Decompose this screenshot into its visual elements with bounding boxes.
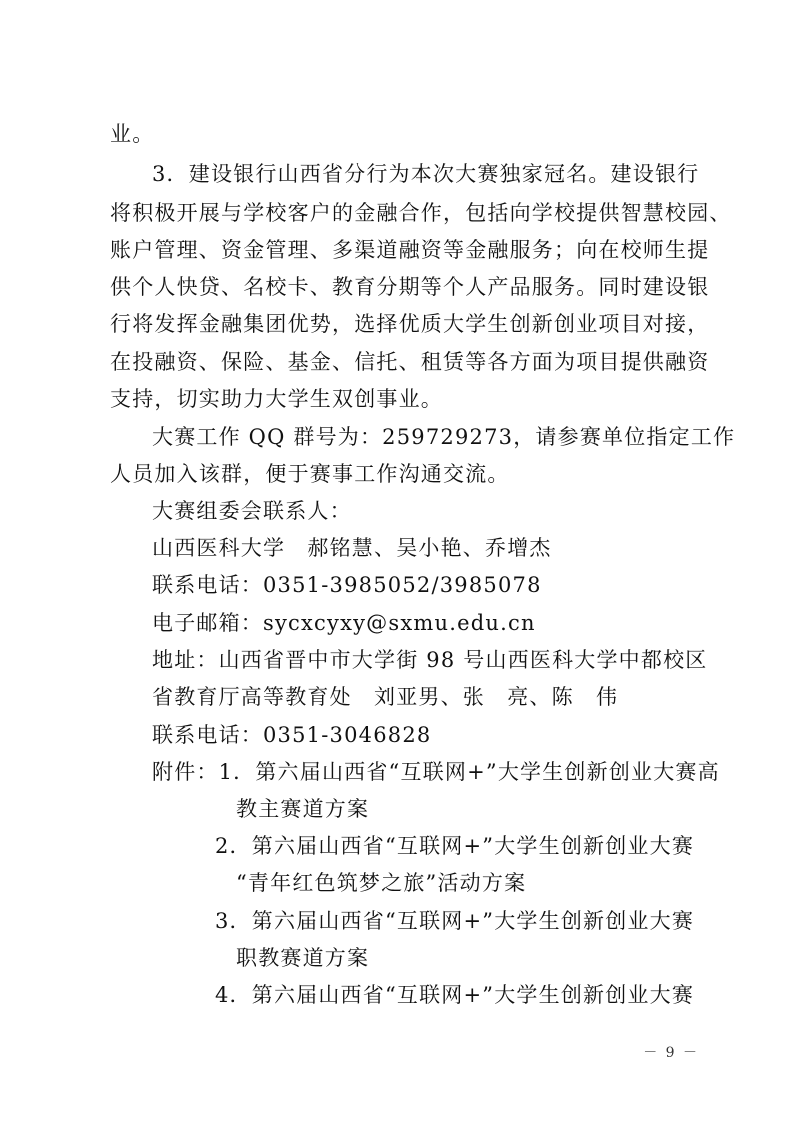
text-line-14: 电子邮箱：sycxcyxy@sxmu.edu.cn xyxy=(152,611,536,635)
text-line-17: 联系电话：0351-3046828 xyxy=(152,723,432,747)
text-line-20: 2．第六届山西省“互联网+”大学生创新创业大赛 xyxy=(215,834,695,858)
text-line-24: 4．第六届山西省“互联网+”大学生创新创业大赛 xyxy=(215,983,695,1007)
text-line-6: 行将发挥金融集团优势，选择优质大学生创新创业项目对接， xyxy=(110,312,710,336)
text-line-13: 联系电话：0351-3985052/3985078 xyxy=(152,573,542,597)
text-line-7: 在投融资、保险、基金、信托、租赁等各方面为项目提供融资 xyxy=(110,350,710,374)
text-line-21: “青年红色筑梦之旅”活动方案 xyxy=(236,871,527,895)
text-line-10: 人员加入该群，便于赛事工作沟通交流。 xyxy=(110,462,510,486)
text-line-8: 支持，切实助力大学生双创事业。 xyxy=(110,387,443,411)
text-line-4: 账户管理、资金管理、多渠道融资等金融服务；向在校师生提 xyxy=(110,238,710,262)
text-line-11: 大赛组委会联系人： xyxy=(152,499,352,523)
text-line-15: 地址：山西省晋中市大学街 98 号山西医科大学中都校区 xyxy=(152,648,708,672)
text-line-18: 附件：1．第六届山西省“互联网+”大学生创新创业大赛高 xyxy=(152,760,720,784)
text-line-5: 供个人快贷、名校卡、教育分期等个人产品服务。同时建设银 xyxy=(110,275,710,299)
text-line-2: 3．建设银行山西省分行为本次大赛独家冠名。建设银行 xyxy=(152,162,700,186)
text-line-3: 将积极开展与学校客户的金融合作，包括向学校提供智慧校园、 xyxy=(110,201,732,225)
text-line-19: 教主赛道方案 xyxy=(236,797,370,821)
text-line-9: 大赛工作 QQ 群号为：259729273，请参赛单位指定工作 xyxy=(152,425,736,449)
text-line-22: 3．第六届山西省“互联网+”大学生创新创业大赛 xyxy=(215,909,695,933)
text-line-1: 业。 xyxy=(110,122,155,146)
text-line-16: 省教育厅高等教育处 刘亚男、张 亮、陈 伟 xyxy=(152,685,619,709)
text-line-23: 职教赛道方案 xyxy=(236,946,370,970)
page-number: － 9 － xyxy=(643,1045,699,1061)
text-line-12: 山西医科大学 郝铭慧、吴小艳、乔增杰 xyxy=(152,536,552,560)
